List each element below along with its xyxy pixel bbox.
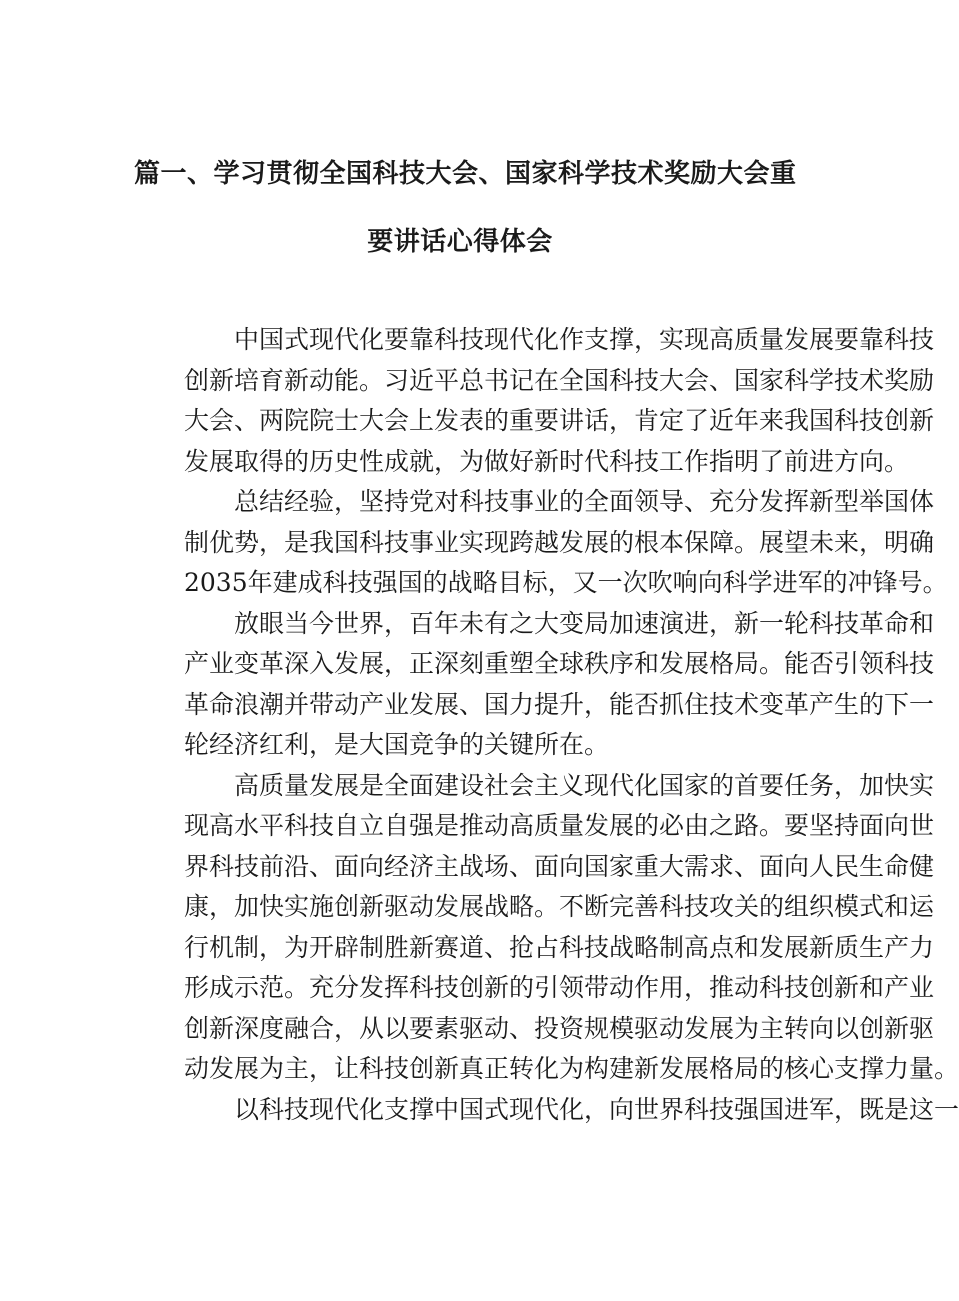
paragraph-line: 革命浪潮并带动产业发展、国力提升，能否抓住技术变革产生的下一 [184, 689, 935, 719]
paragraph-line: 形成示范。充分发挥科技创新的引领带动作用，推动科技创新和产业 [184, 973, 935, 1002]
paragraph-line: 大会、两院院士大会上发表的重要讲话，肯定了近年来我国科技创新 [184, 406, 935, 435]
paragraph-line: 现高水平科技自立自强是推动高质量发展的必由之路。要坚持面向世 [184, 811, 935, 840]
paragraph-line: 总结经验，坚持党对科技事业的全面领导、充分发挥新型举国体 [234, 487, 935, 516]
document-title-line-1: 篇一、学习贯彻全国科技大会、国家科学技术奖励大会重 [134, 159, 797, 189]
body-paragraph [134, 604, 935, 766]
paragraph-line: 界科技前沿、面向经济主战场、面向国家重大需求、面向人民生命健 [184, 851, 935, 881]
paragraph-line: 发展取得的历史性成就，为做好新时代科技工作指明了前进方向。 [184, 446, 910, 476]
paragraph-line: 行机制，为开辟制胜新赛道、抢占科技战略制高点和发展新质生产力 [184, 932, 935, 962]
body-paragraph [134, 1090, 959, 1131]
paragraph-line: 轮经济红利，是大国竞争的关键所在。 [184, 730, 610, 759]
body-paragraph [134, 766, 959, 1090]
paragraph-line: 放眼当今世界，百年未有之大变局加速演进，新一轮科技革命和 [234, 608, 935, 638]
body-paragraph [134, 482, 948, 604]
paragraph-line: 高质量发展是全面建设社会主义现代化国家的首要任务，加快实 [234, 770, 935, 800]
document-body [134, 320, 959, 1130]
paragraph-line: 创新深度融合，从以要素驱动、投资规模驱动发展为主转向以创新驱 [184, 1013, 935, 1043]
document-title-line-2: 要讲话心得体会 [367, 227, 553, 257]
paragraph-line: 中国式现代化要靠科技现代化作支撑，实现高质量发展要靠科技 [234, 325, 935, 354]
body-paragraph [134, 320, 935, 482]
paragraph-line: 2035年建成科技强国的战略目标，又一次吹响向科学进军的冲锋号。 [184, 568, 948, 597]
paragraph-line: 制优势，是我国科技事业实现跨越发展的根本保障。展望未来，明确 [184, 527, 935, 557]
paragraph-line: 动发展为主，让科技创新真正转化为构建新发展格局的核心支撑力量。 [184, 1054, 959, 1083]
paragraph-line: 创新培育新动能。习近平总书记在全国科技大会、国家科学技术奖励 [184, 365, 935, 395]
paragraph-line: 以科技现代化支撑中国式现代化，向世界科技强国进军，既是这一 [234, 1094, 959, 1124]
paragraph-line: 产业变革深入发展，正深刻重塑全球秩序和发展格局。能否引领科技 [184, 649, 935, 678]
paragraph-line: 康，加快实施创新驱动发展战略。不断完善科技攻关的组织模式和运 [184, 892, 935, 921]
